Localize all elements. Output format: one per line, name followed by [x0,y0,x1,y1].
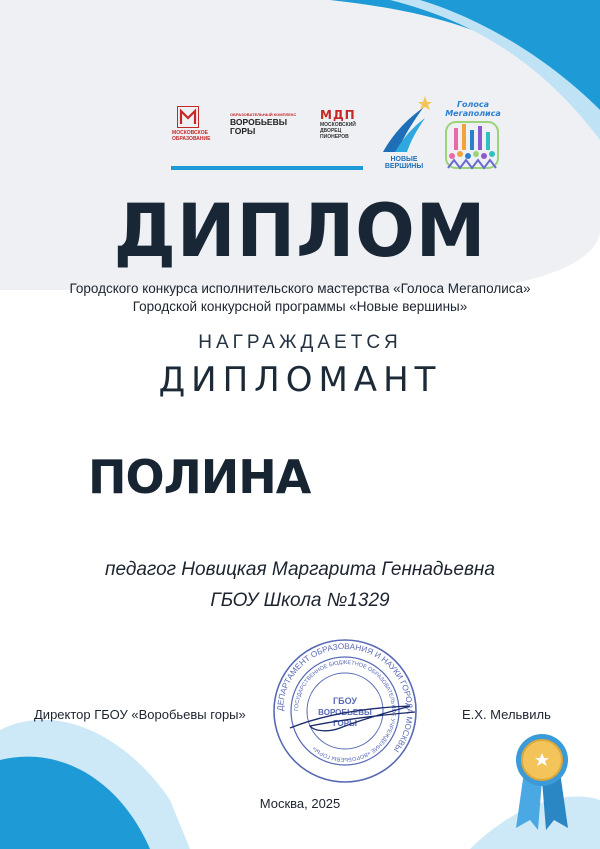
contest-line-1: Городского конкурса исполнительского мастерства «Голоса Мегаполиса» [69,281,531,296]
vorobyovy-gory-caption: ОБРАЗОВАТЕЛЬНЫЙ КОМПЛЕКС [230,112,297,117]
school-line: ГБОУ Школа №1329 [210,590,390,611]
golosa-megapolisa-logo [440,100,506,179]
moscow-education-name: МОСКОВСКОЕ ОБРАЗОВАНИЕ [172,130,211,142]
vorobyovy-gory-name: ВОРОБЬЕВЫ ГОРЫ [230,117,288,136]
vorobyovy-gory-logo [230,112,300,136]
certificate-title: ДИПЛОМ [113,187,487,275]
moscow-m-icon [177,106,199,128]
director-name: Е.Х. Мельвиль [462,707,551,722]
golosa-megapolisa-emblem-icon [440,118,504,174]
stamp-line-3: ГОРЫ [333,719,357,728]
mdp-logo [320,108,375,140]
new-heights-emblem-icon [375,94,433,154]
golosa-megapolisa-name: Голоса Мегаполиса [445,100,501,118]
awarded-label: НАГРАЖДАЕТСЯ [198,332,402,353]
official-stamp [270,636,420,786]
director-title: Директор ГБОУ «Воробьевы горы» [34,707,246,722]
award-medal-icon [512,722,572,832]
teacher-line: педагог Новицкая Маргарита Геннадьевна [105,559,495,580]
stamp-line-1: ГБОУ [333,696,357,706]
title-divider [171,166,363,170]
contest-line-2: Городской конкурсной программы «Новые вершины» [132,299,468,314]
mdp-name: МОСКОВСКИЙ ДВОРЕЦ ПИОНЕРОВ [320,122,356,140]
city-year: Москва, 2025 [259,796,341,811]
recipient-name: ПОЛИНА [88,450,311,504]
mdp-abbr: МДП [320,108,356,122]
new-heights-name: НОВЫЕ ВЕРШИНЫ [384,156,424,170]
moscow-education-logo [172,106,212,142]
stamp-inner-ring: ГОСУДАРСТВЕННОЕ БЮДЖЕТНОЕ ОБРАЗОВАТЕЛЬНОЕ УЧРЕЖДЕНИЕ «ВОРОБЬЕВЫ ГОРЫ» [293,659,397,763]
stamp-outer-ring: ДЕПАРТАМЕНТ ОБРАЗОВАНИЯ И НАУКИ ГОРОДА МОСКВЫ [275,641,415,754]
award-rank: ДИПЛОМАНТ [158,360,442,400]
stamp-line-2: ВОРОБЬЕВЫ [318,708,372,717]
new-heights-logo [375,94,435,170]
